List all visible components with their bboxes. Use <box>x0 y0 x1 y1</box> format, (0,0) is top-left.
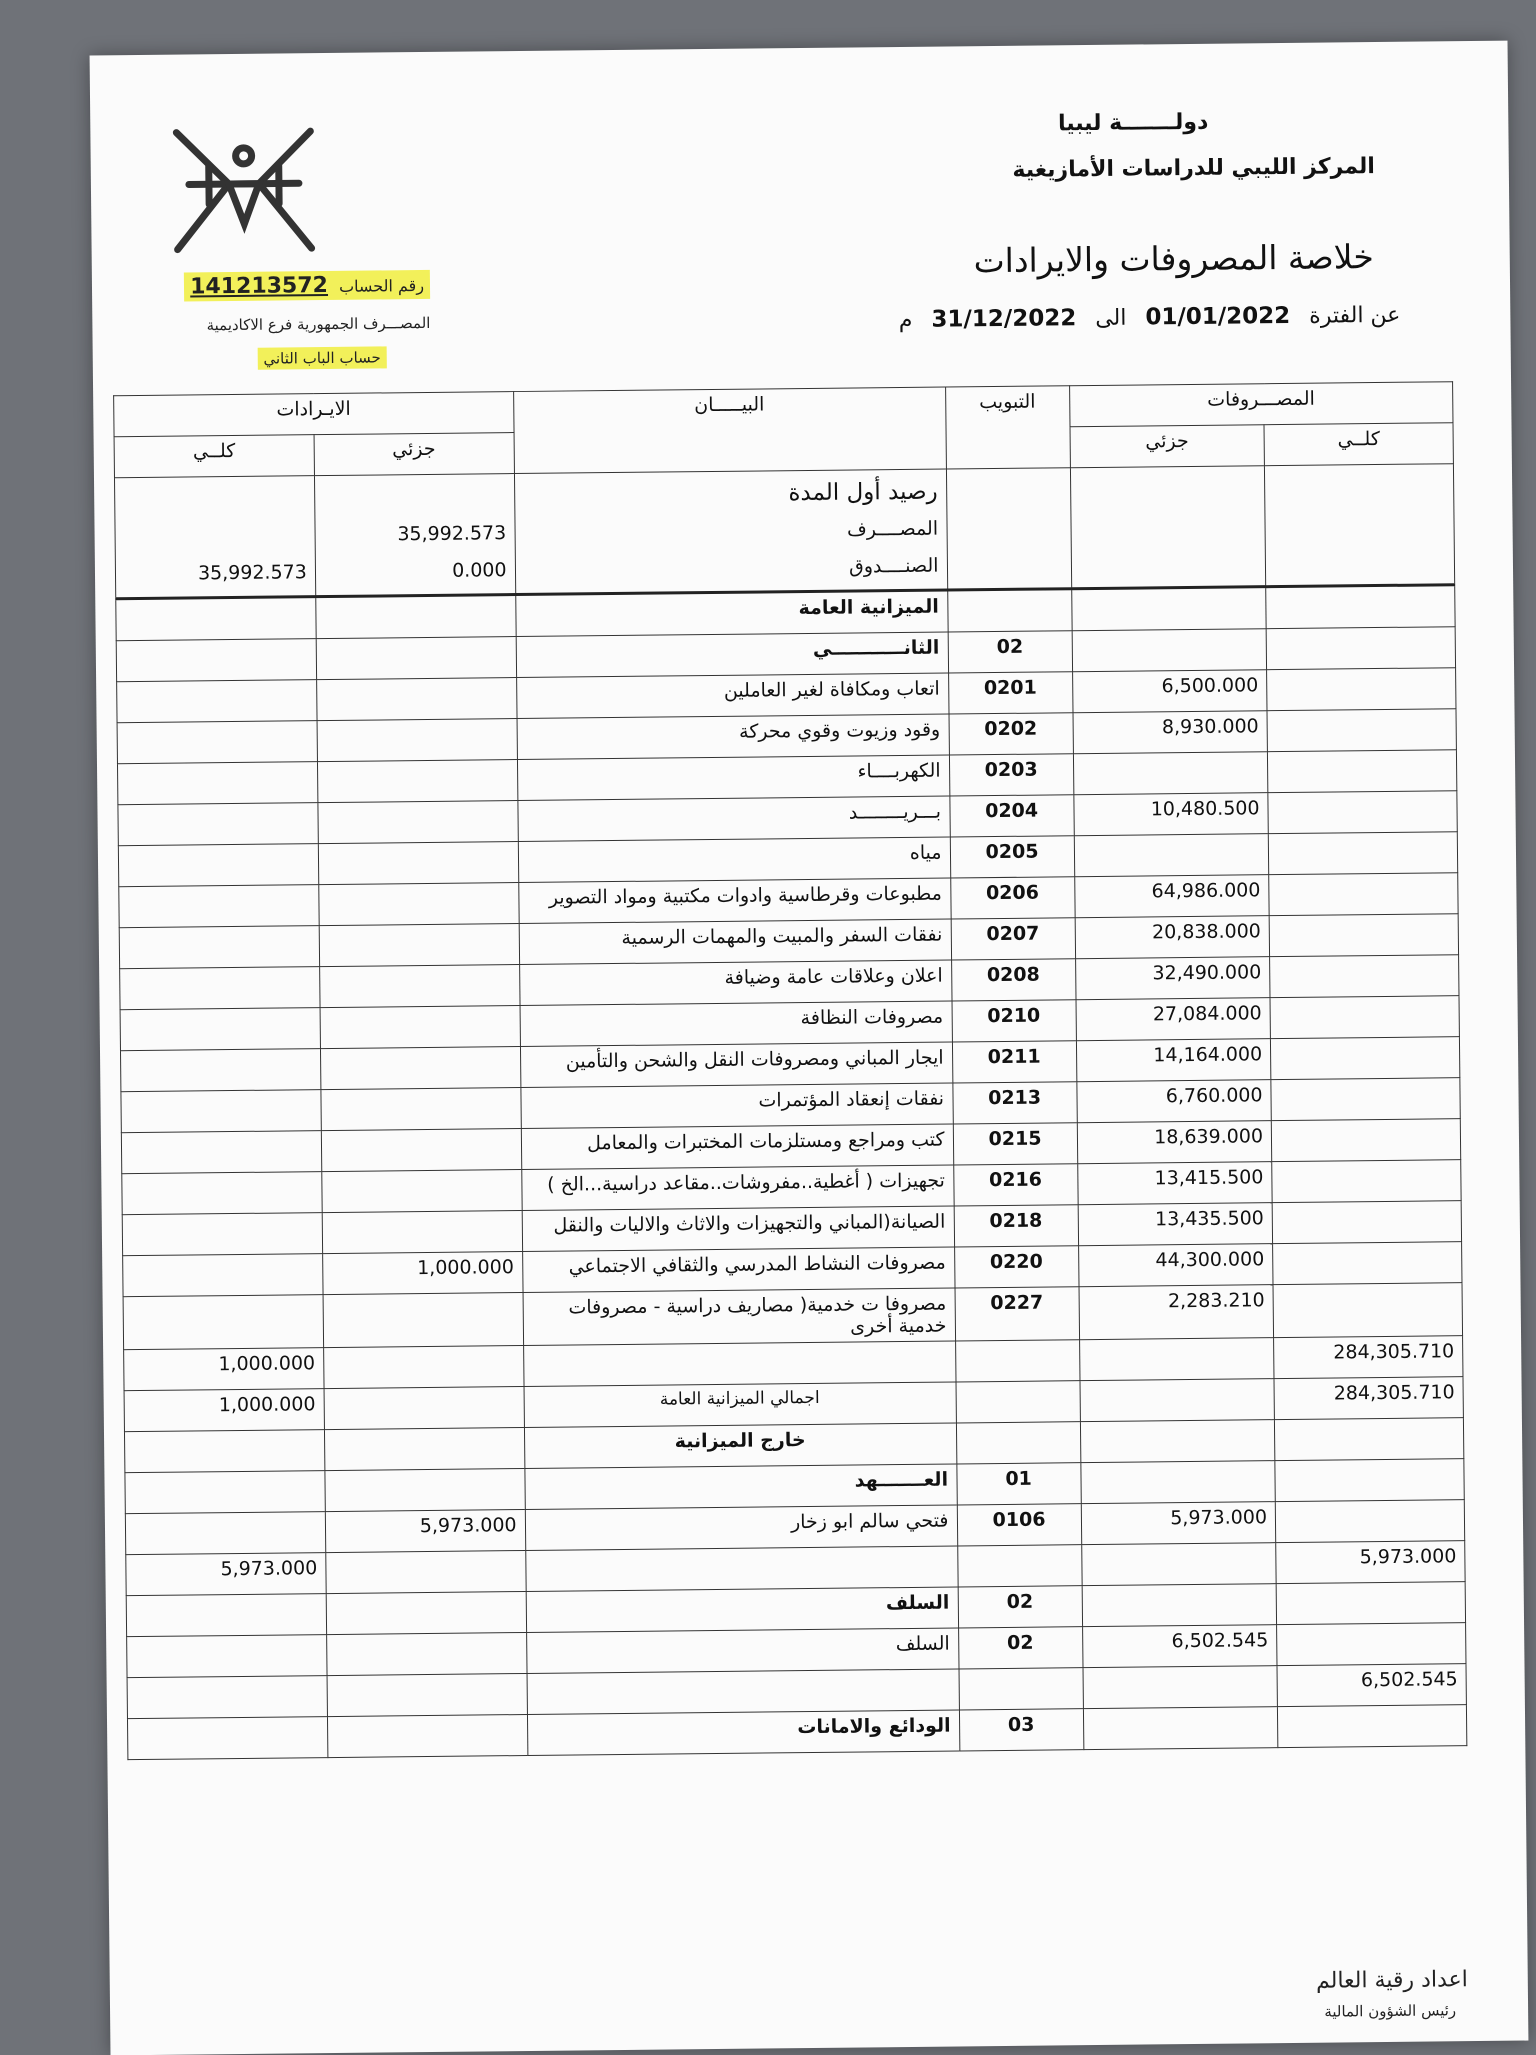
budget-items <box>117 668 1463 1350</box>
item-code: 0204 <box>949 795 1074 837</box>
item-rev-total <box>120 1049 320 1092</box>
period-label: عن الفترة <box>1309 302 1401 329</box>
item-code: 0203 <box>949 754 1074 796</box>
item-rev-total <box>120 1008 320 1051</box>
item-code: 0206 <box>950 877 1075 919</box>
item-exp-partial: 10,480.500 <box>1074 793 1269 836</box>
from-date: 01/01/2022 <box>1145 302 1291 331</box>
account-chapter: حساب الباب الثاني <box>257 346 387 369</box>
item-description: مصروفات النظافة <box>520 1001 952 1047</box>
item-rev-total <box>123 1254 323 1297</box>
general-subtotal-rev: 1,000.000 <box>124 1348 324 1391</box>
item-code: 0220 <box>954 1246 1079 1288</box>
item-exp-partial <box>1074 834 1269 877</box>
advances-item-desc: السلف <box>526 1628 958 1674</box>
classification-header: التبويب <box>945 386 1070 469</box>
custody-total-rev: 5,973.000 <box>126 1553 326 1596</box>
item-description: نفقات إنعقاد المؤتمرات <box>520 1083 952 1129</box>
item-rev-partial <box>319 965 519 1008</box>
item-description: اعلان وعلاقات عامة وضيافة <box>519 960 951 1006</box>
item-exp-total <box>1267 709 1456 752</box>
item-rev-total <box>123 1295 323 1350</box>
item-exp-partial: 64,986.000 <box>1074 875 1269 918</box>
deposits-code: 03 <box>959 1709 1084 1751</box>
general-total-label: اجمالي الميزانية العامة <box>524 1382 956 1428</box>
country-name: دولـــــــة ليبيا <box>1057 109 1209 137</box>
account-number-label: رقم الحساب <box>338 275 425 296</box>
opening-total-value: 35,992.573 <box>197 561 307 585</box>
revenues-header: الايـرادات <box>114 392 514 437</box>
item-exp-total <box>1270 955 1459 998</box>
item-rev-partial <box>322 1211 522 1254</box>
off-budget-label: خارج الميزانية <box>524 1423 956 1469</box>
item-code: 0211 <box>952 1041 1077 1083</box>
custody-item-desc: فتحي سالم ابو زخار <box>525 1505 957 1551</box>
item-rev-partial: 1,000.000 <box>322 1252 522 1295</box>
item-exp-partial: 13,435.500 <box>1078 1203 1273 1246</box>
item-rev-partial <box>322 1170 522 1213</box>
revenues-partial-header: جزئي <box>314 433 514 476</box>
item-exp-partial: 13,415.500 <box>1077 1162 1272 1205</box>
item-rev-partial <box>323 1293 523 1348</box>
item-code: 0218 <box>954 1205 1079 1247</box>
custody-item-exp: 5,973.000 <box>1081 1502 1276 1545</box>
item-exp-partial: 18,639.000 <box>1077 1121 1272 1164</box>
general-subtotal-exp: 284,305.710 <box>1274 1336 1463 1379</box>
prepared-by: اعداد رقية العالم <box>1315 1967 1468 1994</box>
item-exp-total <box>1273 1242 1462 1285</box>
advances-code: 02 <box>958 1586 1083 1628</box>
item-exp-partial: 6,500.000 <box>1072 670 1267 713</box>
opening-bank-value: 35,992.573 <box>397 522 507 546</box>
item-exp-total <box>1270 996 1459 1039</box>
item-exp-partial: 14,164.000 <box>1076 1039 1271 1082</box>
item-description: كتب ومراجع ومستلزمات المختبرات والمعامل <box>521 1124 953 1170</box>
item-exp-total <box>1273 1283 1463 1338</box>
custody-code: 01 <box>956 1463 1081 1505</box>
item-exp-partial: 8,930.000 <box>1073 711 1268 754</box>
opening-cash-label: الصنــــدوق <box>848 554 939 578</box>
center-name: المركز الليبي للدراسات الأمازيغية <box>1012 154 1375 183</box>
bank-name: المصـــرف الجمهورية فرع الاكاديمية <box>206 313 431 335</box>
item-exp-partial: 44,300.000 <box>1078 1244 1273 1287</box>
item-code: 0208 <box>951 959 1076 1001</box>
item-rev-total <box>121 1090 321 1133</box>
item-rev-total <box>120 967 320 1010</box>
item-exp-total <box>1268 791 1457 834</box>
item-rev-partial <box>318 842 518 885</box>
item-code: 0202 <box>949 713 1074 755</box>
item-description: مصروفات النشاط المدرسي والثقافي الاجتماعي <box>522 1247 954 1293</box>
item-exp-total <box>1271 1078 1460 1121</box>
item-description: نفقات السفر والمبيت والمهمات الرسمية <box>519 919 951 965</box>
item-exp-partial: 2,283.210 <box>1079 1285 1274 1340</box>
chapter-two-code: 02 <box>948 631 1073 673</box>
ledger-table <box>113 381 1467 1760</box>
item-rev-total <box>122 1172 322 1215</box>
prepared-by-role: رئيس الشؤون المالية <box>1324 2001 1457 2021</box>
advances-item-exp: 6,502.545 <box>1082 1625 1277 1668</box>
item-exp-partial: 20,838.000 <box>1075 916 1270 959</box>
account-number-line <box>184 270 430 302</box>
expenses-header: المصـــروفات <box>1069 382 1453 427</box>
item-rev-total <box>119 926 319 969</box>
item-description: الكهربــــاء <box>517 755 949 801</box>
item-description: تجهيزات ( أغطية..مفروشات..مقاعد دراسية...الخ ) <box>521 1165 953 1211</box>
item-exp-partial: 32,490.000 <box>1075 957 1270 1000</box>
opening-cash-value: 0.000 <box>452 559 507 582</box>
item-rev-partial <box>318 801 518 844</box>
item-exp-partial <box>1073 752 1268 795</box>
item-rev-total <box>122 1213 322 1256</box>
item-code: 0227 <box>955 1287 1080 1341</box>
to-label: الى <box>1095 305 1127 331</box>
item-rev-partial <box>317 760 517 803</box>
document-title: خلاصة المصروفات والايرادات <box>973 237 1374 281</box>
item-exp-total <box>1268 832 1457 875</box>
item-rev-partial <box>319 924 519 967</box>
era-label: م <box>898 307 913 334</box>
item-description: مياه <box>518 837 950 883</box>
item-exp-total <box>1269 914 1458 957</box>
item-rev-total <box>121 1131 321 1174</box>
item-code: 0215 <box>953 1123 1078 1165</box>
custody-item-rev: 5,973.000 <box>325 1510 525 1553</box>
item-exp-total <box>1272 1160 1461 1203</box>
expenses-partial-header: جزئي <box>1070 425 1265 468</box>
statement-header: البيـــــان <box>513 387 946 474</box>
item-exp-total <box>1267 668 1456 711</box>
opening-balance-row <box>114 464 1454 599</box>
revenues-total-header: كلــي <box>114 435 314 478</box>
item-rev-partial <box>319 883 519 926</box>
opening-balance-labels <box>514 469 947 595</box>
custody-item-code: 0106 <box>957 1504 1082 1546</box>
period-line <box>899 302 1401 333</box>
item-exp-total <box>1272 1201 1461 1244</box>
chapter-two-label: الثانـــــــــــي <box>516 632 948 678</box>
item-description: الصيانة(المباني والتجهيزات والاثاث والاليات والنقل <box>522 1206 954 1252</box>
item-description: مصروفا ت خدمية( مصاريف دراسية - مصروفات خدمية أخرى <box>523 1288 955 1346</box>
item-description: وقود وزيوت وقوي محركة <box>517 714 949 760</box>
item-description: مطبوعات وقرطاسية وادوات مكتبية ومواد التصوير <box>518 878 950 924</box>
opening-title: رصيد أول المدة <box>788 478 938 507</box>
item-code: 0205 <box>950 836 1075 878</box>
item-description: ايجار المباني ومصروفات النقل والشحن والتأمين <box>520 1042 952 1088</box>
expenses-total-header: كلــي <box>1264 423 1453 466</box>
account-number: 141213572 <box>190 272 329 300</box>
general-total-exp: 284,305.710 <box>1274 1377 1463 1420</box>
item-rev-total <box>117 721 317 764</box>
item-exp-total <box>1271 1119 1460 1162</box>
item-rev-total <box>119 885 319 928</box>
custody-label: العـــــــهد <box>524 1464 956 1510</box>
general-total-rev: 1,000.000 <box>124 1389 324 1432</box>
item-rev-partial <box>321 1088 521 1131</box>
item-description: اتعاب ومكافاة لغير العاملين <box>516 673 948 719</box>
document-page <box>90 41 1529 2055</box>
custody-total-exp: 5,973.000 <box>1276 1541 1465 1584</box>
general-budget-label: الميزانية العامة <box>515 590 947 637</box>
item-rev-partial <box>317 719 517 762</box>
item-code: 0210 <box>952 1000 1077 1042</box>
opening-bank-label: المصــــرف <box>846 517 939 541</box>
advances-total-exp: 6,502.545 <box>1277 1664 1466 1707</box>
advances-label: السلف <box>526 1587 958 1633</box>
item-code: 0213 <box>952 1082 1077 1124</box>
to-date: 31/12/2022 <box>931 305 1077 333</box>
item-rev-partial <box>316 678 516 721</box>
item-rev-partial <box>320 1006 520 1049</box>
item-exp-total <box>1270 1037 1459 1080</box>
deposits-label: الودائع والامانات <box>527 1710 959 1756</box>
item-rev-total <box>118 803 318 846</box>
item-code: 0216 <box>953 1164 1078 1206</box>
item-code: 0201 <box>948 672 1073 714</box>
item-description: بـــريــــــــد <box>517 796 949 842</box>
item-rev-total <box>118 844 318 887</box>
item-exp-partial: 6,760.000 <box>1077 1080 1272 1123</box>
item-rev-partial <box>320 1047 520 1090</box>
item-rev-total <box>117 762 317 805</box>
advances-item-code: 02 <box>958 1627 1083 1669</box>
item-exp-partial: 27,084.000 <box>1076 998 1271 1041</box>
emblem-logo <box>168 123 319 260</box>
item-exp-total <box>1267 750 1456 793</box>
item-rev-partial <box>321 1129 521 1172</box>
item-exp-total <box>1269 873 1458 916</box>
item-rev-total <box>117 680 317 723</box>
item-code: 0207 <box>951 918 1076 960</box>
